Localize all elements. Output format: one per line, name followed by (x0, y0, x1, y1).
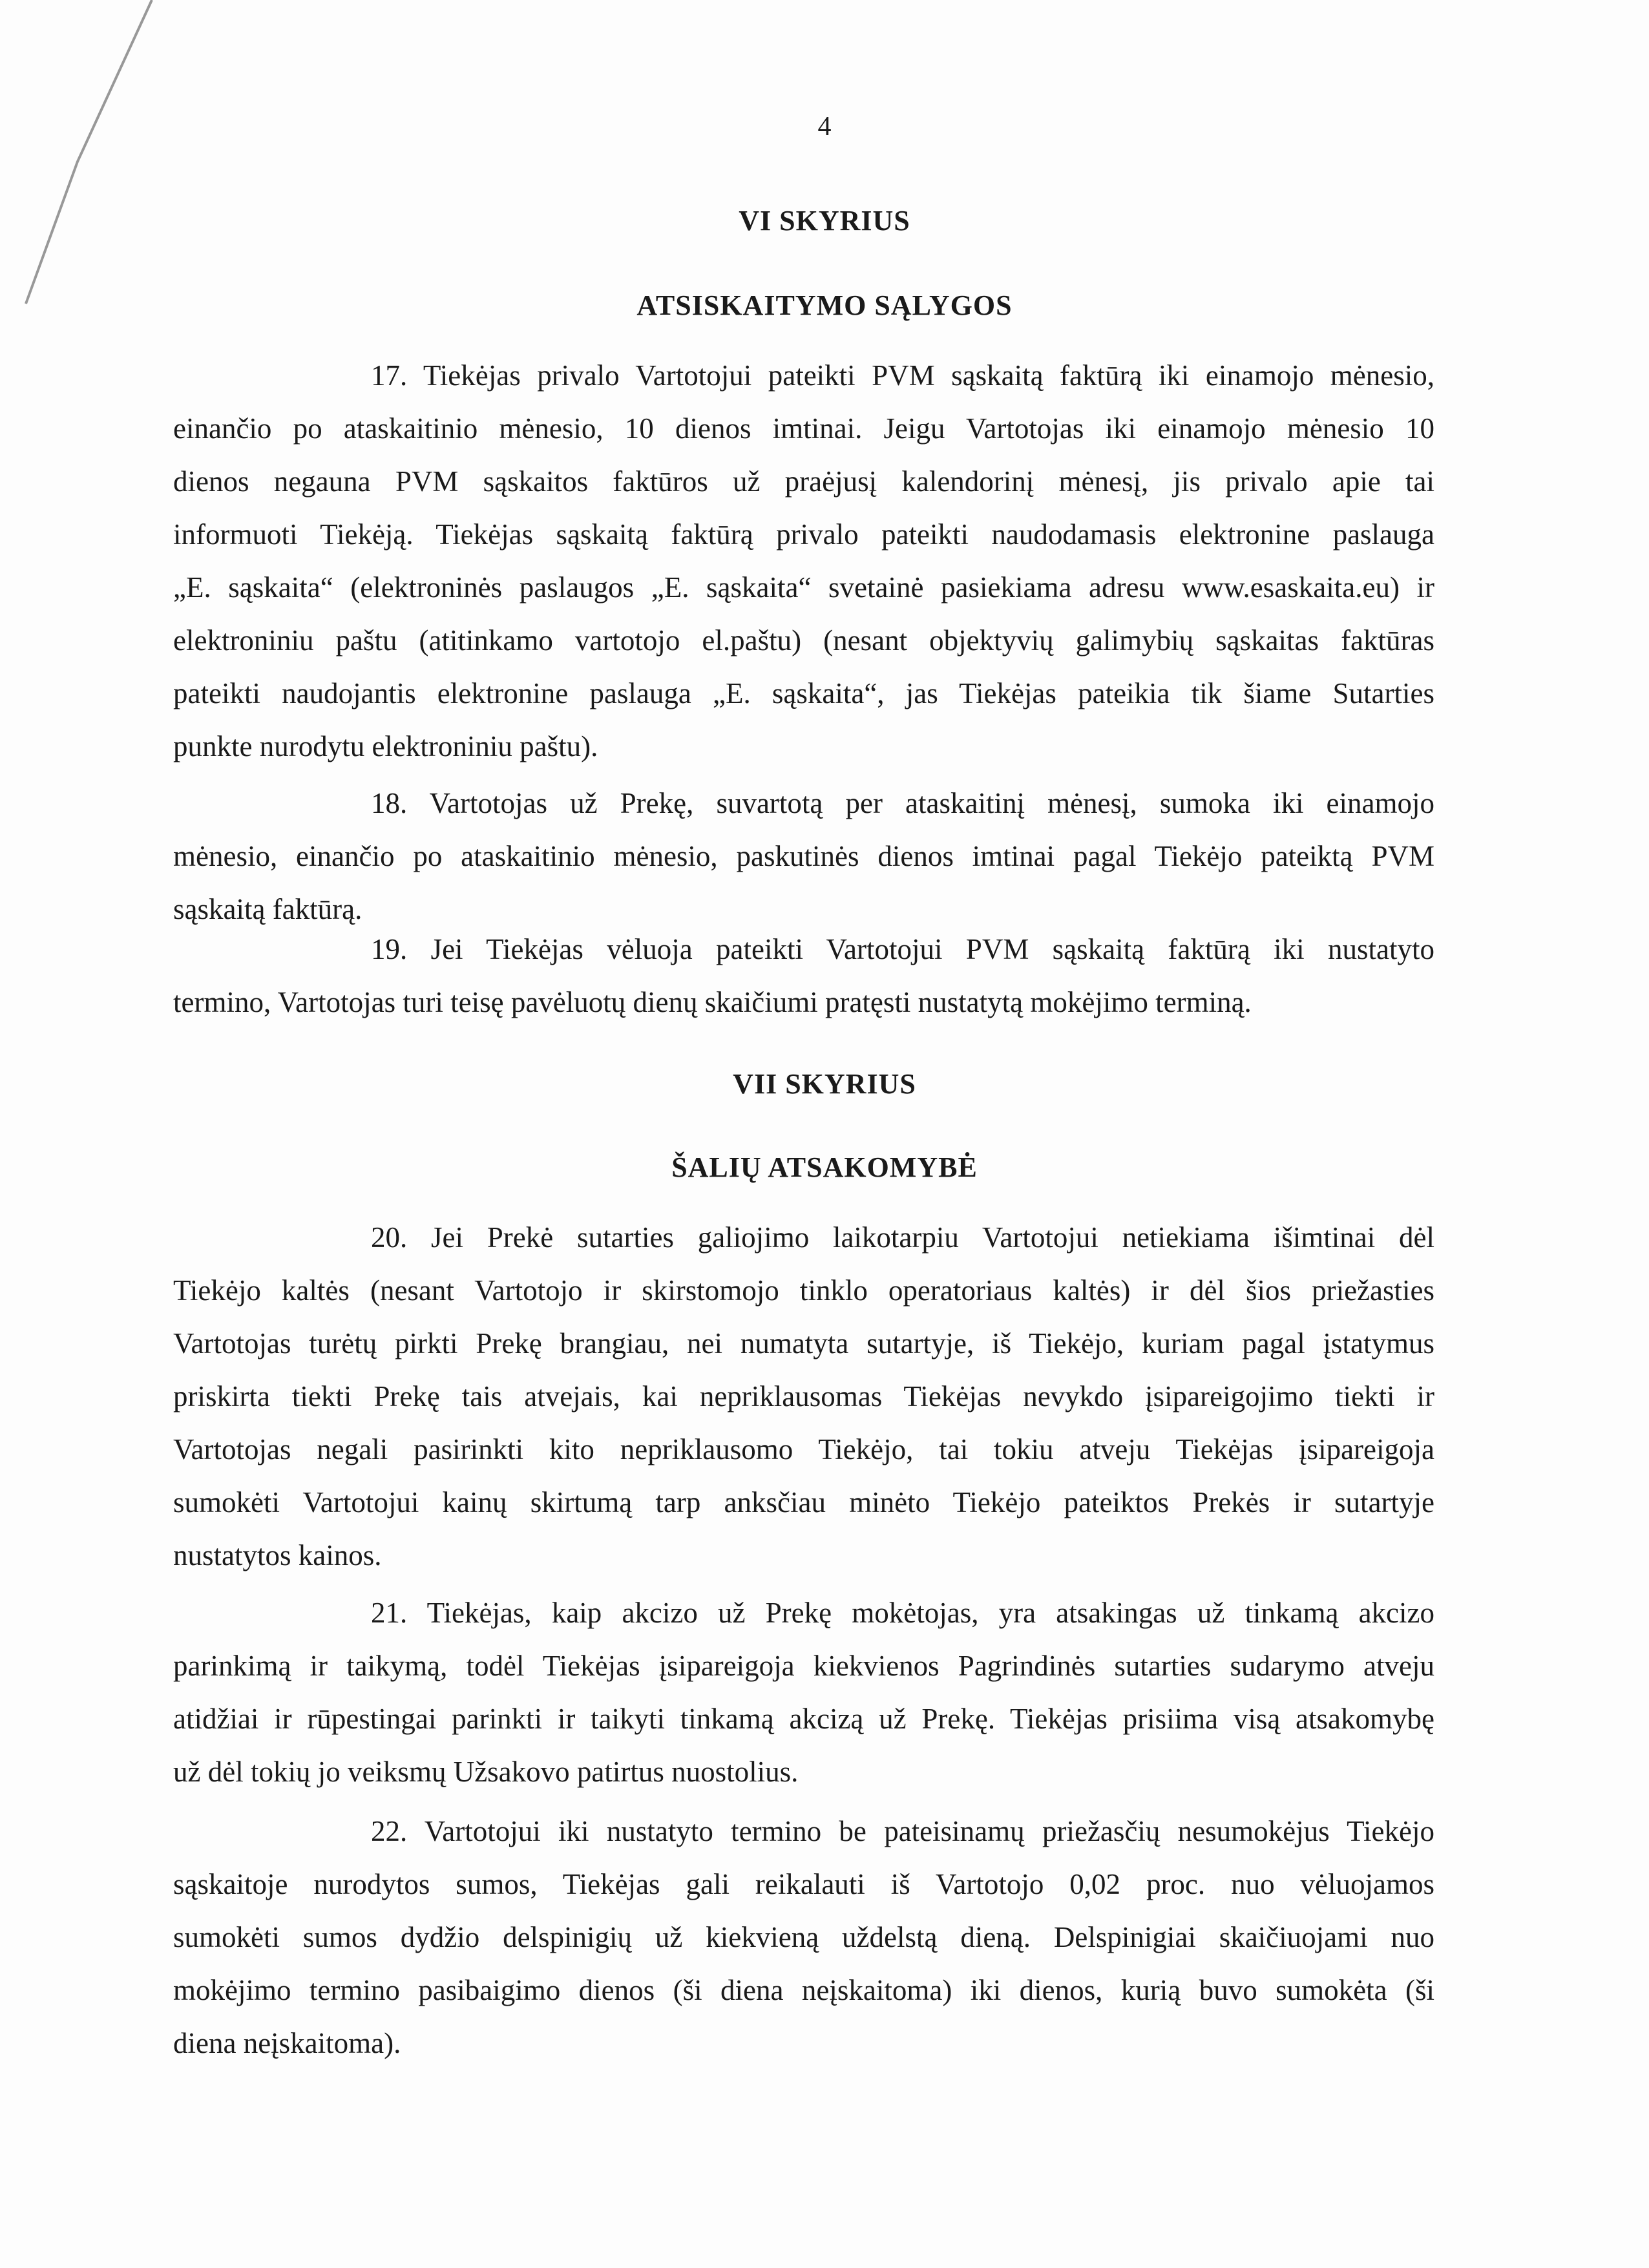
paragraph-line: 17. Tiekėjas privalo Vartotojui pateikti PVM sąskaitą faktūrą iki einamojo mėnesio, (371, 359, 1434, 392)
paragraph-line: 19. Jei Tiekėjas vėluoja pateikti Vartotojui PVM sąskaitą faktūrą iki nustatyto (371, 933, 1434, 965)
paragraph-line: „E. sąskaita“ (elektroninės paslaugos „E. sąskaita“ svetainė pasiekiama adresu www.esaskaita.eu) ir (173, 571, 1434, 604)
paragraph-line: 21. Tiekėjas, kaip akcizo už Prekę mokėtojas, yra atsakingas už tinkamą akcizo (371, 1597, 1434, 1629)
paragraph-line: informuoti Tiekėją. Tiekėjas sąskaitą faktūrą privalo pateikti naudodamasis elektronine paslauga (173, 518, 1434, 551)
paragraph (173, 923, 1434, 1029)
paragraph-line: Tiekėjo kaltės (nesant Vartotojo ir skirstomojo tinklo operatoriaus kaltės) ir dėl šios priežasties (173, 1274, 1434, 1307)
section-title-saliu-atsakomybe: ŠALIŲ ATSAKOMYBĖ (671, 1151, 978, 1183)
paragraph-line: diena neįskaitoma). (173, 2027, 401, 2059)
paragraph-line: sąskaitoje nurodytos sumos, Tiekėjas gali reikalauti iš Vartotojo 0,02 proc. nuo vėluojamos (173, 1868, 1434, 1900)
page-number: 4 (817, 112, 832, 142)
paragraph-line: mokėjimo termino pasibaigimo dienos (ši diena neįskaitoma) iki dienos, kurią buvo sumokėta (ši (173, 1974, 1434, 2006)
paragraph-line: sąskaitą faktūrą. (173, 893, 362, 925)
paragraph-line: dienos negauna PVM sąskaitos faktūros už praėjusį kalendorinį mėnesį, jis privalo apie tai (173, 465, 1434, 498)
paragraph-line: sumokėti sumos dydžio delspinigių už kiekvieną uždelstą dieną. Delspinigiai skaičiuojami nuo (173, 1921, 1434, 1953)
paragraph-line: 20. Jei Prekė sutarties galiojimo laikotarpiu Vartotojui netiekiama išimtinai dėl (371, 1221, 1434, 1254)
section-title-atsiskaitymo-salygos: ATSISKAITYMO SĄLYGOS (636, 289, 1013, 321)
chapter-heading-vi: VI SKYRIUS (739, 205, 910, 236)
paragraph-line: priskirta tiekti Prekę tais atvejais, kai nepriklausomas Tiekėjas nevykdo įsipareigojimo tiekti ir (173, 1380, 1434, 1412)
paragraph-line: parinkimą ir taikymą, todėl Tiekėjas įsipareigoja kiekvienos Pagrindinės sutarties sudarymo atveju (173, 1650, 1434, 1682)
paragraph-line: mėnesio, einančio po ataskaitinio mėnesio, paskutinės dienos imtinai pagal Tiekėjo pateiktą PVM (173, 840, 1434, 872)
paragraph-line: nustatytos kainos. (173, 1539, 382, 1571)
paragraph (173, 1211, 1434, 1582)
paragraph-line: elektroniniu paštu (atitinkamo vartotojo el.paštu) (nesant objektyvių galimybių sąskaitas faktūras (173, 624, 1434, 656)
paragraph (173, 349, 1434, 773)
paragraph-line: punkte nurodytu elektroniniu paštu). (173, 730, 598, 762)
paragraph-line: termino, Vartotojas turi teisę pavėluotų dienų skaičiumi pratęsti nustatytą mokėjimo terminą. (173, 986, 1252, 1018)
paragraph-line: pateikti naudojantis elektronine paslauga „E. sąskaita“, jas Tiekėjas pateikia tik šiame Sutarties (173, 677, 1434, 709)
paragraph-line: Vartotojas turėtų pirkti Prekę brangiau, nei numatyta sutartyje, iš Tiekėjo, kuriam pagal įstatymus (173, 1327, 1434, 1360)
paragraph (173, 1805, 1434, 2070)
paragraph-line: sumokėti Vartotojui kainų skirtumą tarp anksčiau minėto Tiekėjo pateiktos Prekės ir sutartyje (173, 1486, 1434, 1518)
paragraph (173, 777, 1434, 936)
paragraph (173, 1586, 1434, 1798)
paragraph-line: atidžiai ir rūpestingai parinkti ir taikyti tinkamą akcizą už Prekę. Tiekėjas prisiima visą atsakomybę (173, 1703, 1434, 1735)
paragraph-line: Vartotojas negali pasirinkti kito nepriklausomo Tiekėjo, tai tokiu atveju Tiekėjas įsipareigoja (173, 1433, 1434, 1465)
paragraph-line: 18. Vartotojas už Prekę, suvartotą per ataskaitinį mėnesį, sumoka iki einamojo (371, 787, 1434, 819)
paragraph-line: už dėl tokių jo veiksmų Užsakovo patirtus nuostolius. (173, 1756, 799, 1788)
paragraph-line: einančio po ataskaitinio mėnesio, 10 dienos imtinai. Jeigu Vartotojas iki einamojo mėnesio 10 (173, 412, 1434, 445)
paragraph-line: 22. Vartotojui iki nustatyto termino be pateisinamų priežasčių nesumokėjus Tiekėjo (371, 1815, 1434, 1847)
chapter-heading-vii: VII SKYRIUS (733, 1068, 916, 1100)
